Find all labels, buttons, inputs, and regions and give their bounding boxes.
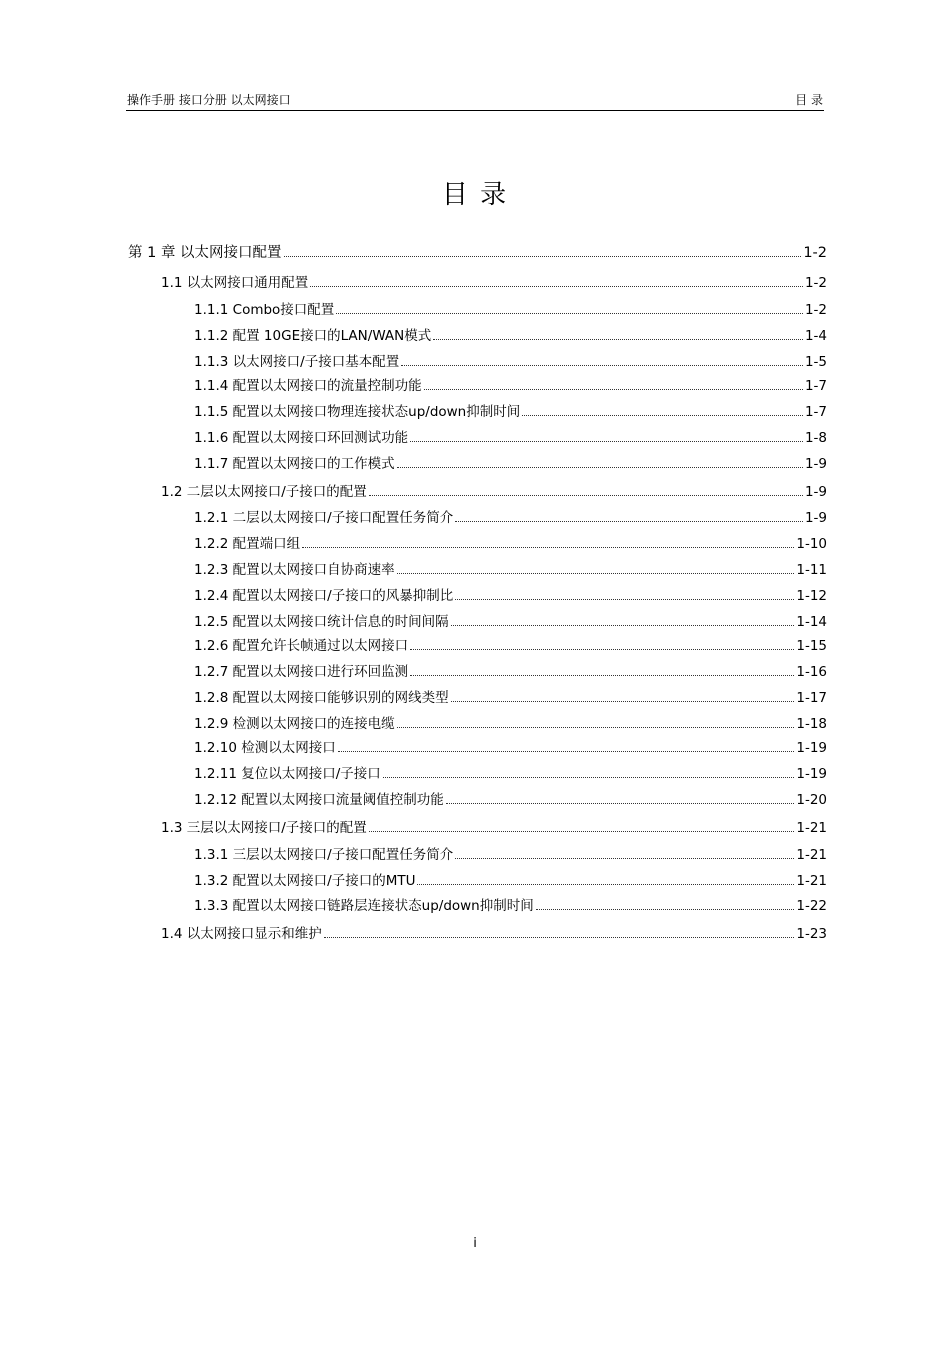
page-header xyxy=(126,90,824,111)
toc-leader-dots xyxy=(446,803,795,804)
toc-entry-subsection[interactable] xyxy=(194,763,827,783)
toc-entry-subsection[interactable] xyxy=(194,895,827,915)
toc-entry-label: 1.2.7 配置以太网接口进行环回监测 xyxy=(194,664,409,680)
toc-leader-dots xyxy=(397,573,795,574)
toc-entry-page: 1-16 xyxy=(796,664,827,680)
toc-entry-label: 1.2.3 配置以太网接口自协商速率 xyxy=(194,562,395,578)
toc-entry-subsection[interactable] xyxy=(194,427,827,447)
toc-entry-subsection[interactable] xyxy=(194,870,827,890)
toc-entry-label: 1.1.3 以太网接口/子接口基本配置 xyxy=(194,354,400,370)
toc-entry-label: 1.2.12 配置以太网接口流量阈值控制功能 xyxy=(194,792,444,808)
toc-leader-dots xyxy=(324,937,795,938)
toc-entry-label: 1.2.10 检测以太网接口 xyxy=(194,740,336,756)
toc-entry-page: 1-14 xyxy=(796,614,827,630)
toc-leader-dots xyxy=(451,701,795,702)
toc-entry-subsection[interactable] xyxy=(194,375,827,395)
toc-entry-label: 1.1.1 Combo接口配置 xyxy=(194,302,335,318)
toc-entry-section[interactable] xyxy=(161,481,827,501)
toc-entry-label: 1.3.2 配置以太网接口/子接口的MTU xyxy=(194,873,416,889)
toc-leader-dots xyxy=(336,313,803,314)
toc-leader-dots xyxy=(433,339,803,340)
toc-entry-page: 1-10 xyxy=(796,536,827,552)
toc-entry-label: 1.2.2 配置端口组 xyxy=(194,536,301,552)
toc-entry-page: 1-21 xyxy=(796,873,827,889)
toc-entry-label: 1.4 以太网接口显示和维护 xyxy=(161,926,322,942)
toc-leader-dots xyxy=(397,727,795,728)
toc-entry-label: 1.2.8 配置以太网接口能够识别的网线类型 xyxy=(194,690,449,706)
toc-leader-dots xyxy=(410,441,803,442)
toc-entry-subsection[interactable] xyxy=(194,401,827,421)
toc-entry-page: 1-23 xyxy=(796,926,827,942)
toc-leader-dots xyxy=(284,256,802,257)
toc-entry-label: 1.1.4 配置以太网接口的流量控制功能 xyxy=(194,378,422,394)
toc-leader-dots xyxy=(383,777,795,778)
toc-entry-page: 1-4 xyxy=(804,328,827,344)
toc-leader-dots xyxy=(410,675,794,676)
toc-leader-dots xyxy=(522,415,803,416)
toc-entry-page: 1-22 xyxy=(796,898,827,914)
toc-entry-page: 1-2 xyxy=(803,245,827,261)
toc-entry-page: 1-17 xyxy=(796,690,827,706)
toc-entry-label: 1.2.11 复位以太网接口/子接口 xyxy=(194,766,381,782)
toc-entry-page: 1-7 xyxy=(804,378,827,394)
toc-entry-label: 1.1.6 配置以太网接口环回测试功能 xyxy=(194,430,409,446)
toc-entry-label: 1.1 以太网接口通用配置 xyxy=(161,275,309,291)
toc-entry-subsection[interactable] xyxy=(194,687,827,707)
toc-entry-subsection[interactable] xyxy=(194,507,827,527)
toc-entry-subsection[interactable] xyxy=(194,789,827,809)
toc-entry-page: 1-2 xyxy=(804,302,827,318)
toc-entry-label: 第 1 章 以太网接口配置 xyxy=(128,245,282,261)
header-document-title: 操作手册 接口分册 以太网接口 xyxy=(127,93,291,107)
toc-entry-section[interactable] xyxy=(161,272,827,292)
header-section-title: 目 录 xyxy=(795,93,823,107)
toc-leader-dots xyxy=(451,625,795,626)
toc-entry-label: 1.3.1 三层以太网接口/子接口配置任务简介 xyxy=(194,847,454,863)
toc-entry-subsection[interactable] xyxy=(194,453,827,473)
toc-entry-page: 1-15 xyxy=(796,638,827,654)
toc-entry-subsection[interactable] xyxy=(194,585,827,605)
toc-leader-dots xyxy=(455,599,794,600)
toc-leader-dots xyxy=(369,831,795,832)
toc-entry-subsection[interactable] xyxy=(194,611,827,631)
toc-entry-page: 1-7 xyxy=(804,404,827,420)
toc-leader-dots xyxy=(338,751,795,752)
toc-entry-page: 1-21 xyxy=(796,820,827,836)
toc-entry-page: 1-19 xyxy=(796,740,827,756)
toc-entry-page: 1-9 xyxy=(804,510,827,526)
toc-entry-page: 1-5 xyxy=(804,354,827,370)
toc-leader-dots xyxy=(417,884,794,885)
toc-entry-page: 1-8 xyxy=(804,430,827,446)
toc-leader-dots xyxy=(410,649,794,650)
toc-entry-page: 1-19 xyxy=(796,766,827,782)
toc-entry-page: 1-20 xyxy=(796,792,827,808)
toc-entry-label: 1.3.3 配置以太网接口链路层连接状态up/down抑制时间 xyxy=(194,898,534,914)
toc-entry-subsection[interactable] xyxy=(194,351,827,371)
toc-leader-dots xyxy=(536,909,795,910)
toc-leader-dots xyxy=(397,467,803,468)
toc-entry-subsection[interactable] xyxy=(194,325,827,345)
page-number: i xyxy=(473,1236,477,1251)
toc-leader-dots xyxy=(401,365,803,366)
toc-entry-chapter-1[interactable] xyxy=(128,242,827,262)
toc-leader-dots xyxy=(310,286,803,287)
toc-entry-subsection[interactable] xyxy=(194,635,827,655)
toc-entry-page: 1-12 xyxy=(796,588,827,604)
toc-entry-page: 1-18 xyxy=(796,716,827,732)
toc-entry-label: 1.1.5 配置以太网接口物理连接状态up/down抑制时间 xyxy=(194,404,521,420)
toc-entry-section[interactable] xyxy=(161,923,827,943)
toc-entry-subsection[interactable] xyxy=(194,299,827,319)
page-title: 目 录 xyxy=(441,180,509,210)
toc-leader-dots xyxy=(424,389,803,390)
toc-entry-section[interactable] xyxy=(161,817,827,837)
toc-entry-label: 1.2 二层以太网接口/子接口的配置 xyxy=(161,484,367,500)
toc-entry-subsection[interactable] xyxy=(194,559,827,579)
toc-entry-label: 1.1.7 配置以太网接口的工作模式 xyxy=(194,456,395,472)
toc-entry-label: 1.2.9 检测以太网接口的连接电缆 xyxy=(194,716,395,732)
toc-entry-page: 1-9 xyxy=(804,484,827,500)
toc-entry-subsection[interactable] xyxy=(194,713,827,733)
toc-entry-label: 1.3 三层以太网接口/子接口的配置 xyxy=(161,820,367,836)
toc-entry-page: 1-9 xyxy=(804,456,827,472)
toc-entry-page: 1-11 xyxy=(796,562,827,578)
toc-entry-subsection[interactable] xyxy=(194,533,827,553)
toc-entry-label: 1.2.6 配置允许长帧通过以太网接口 xyxy=(194,638,409,654)
toc-leader-dots xyxy=(369,495,803,496)
toc-leader-dots xyxy=(455,521,803,522)
toc-entry-subsection[interactable] xyxy=(194,737,827,757)
toc-entry-label: 1.2.4 配置以太网接口/子接口的风暴抑制比 xyxy=(194,588,454,604)
toc-entry-page: 1-2 xyxy=(804,275,827,291)
toc-leader-dots xyxy=(302,547,794,548)
toc-entry-label: 1.2.5 配置以太网接口统计信息的时间间隔 xyxy=(194,614,449,630)
toc-entry-subsection[interactable] xyxy=(194,844,827,864)
toc-entry-page: 1-21 xyxy=(796,847,827,863)
toc-entry-label: 1.2.1 二层以太网接口/子接口配置任务简介 xyxy=(194,510,454,526)
toc-entry-subsection[interactable] xyxy=(194,661,827,681)
toc-leader-dots xyxy=(455,858,794,859)
toc-entry-label: 1.1.2 配置 10GE接口的LAN/WAN模式 xyxy=(194,328,432,344)
